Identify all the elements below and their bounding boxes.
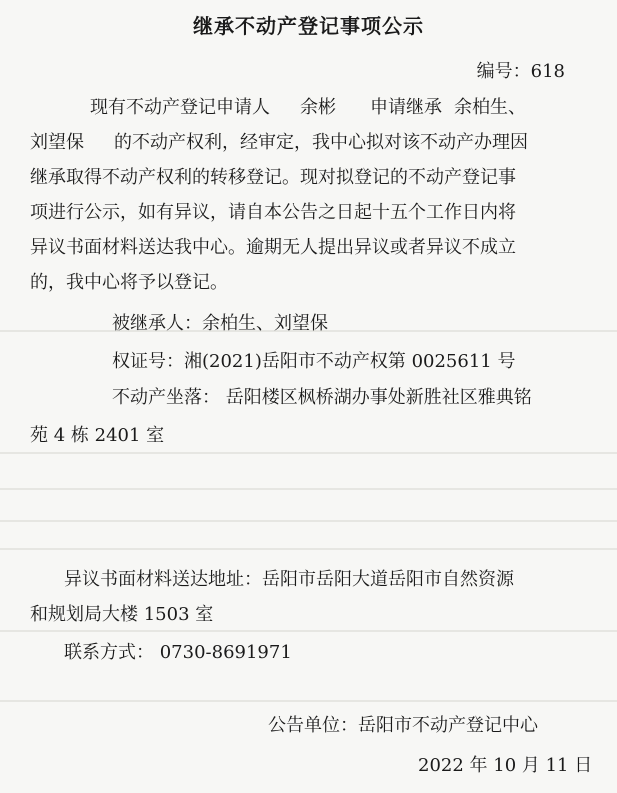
- body-text: 现有不动产登记申请人: [90, 97, 270, 118]
- certificate-field: 权证号：湘(2021)岳阳市不动产权第 0025611 号: [112, 351, 516, 372]
- bleed-through-line: [0, 488, 617, 490]
- bleed-through-line: [0, 548, 617, 550]
- bleed-through-line: [0, 452, 617, 454]
- body-line-1: [90, 96, 526, 120]
- location-field-cont: 苑 4 栋 2401 室: [30, 425, 165, 446]
- bleed-through-line: [0, 630, 617, 632]
- bleed-through-line: [0, 520, 617, 522]
- applicant-name: 余彬: [300, 97, 336, 118]
- body-line-6: 的，我中心将予以登记。: [30, 272, 228, 293]
- body-line-5: 异议书面材料送达我中心。逾期无人提出异议或者异议不成立: [30, 237, 516, 258]
- bleed-through-line: [0, 700, 617, 702]
- issuing-unit: 公告单位：岳阳市不动产登记中心: [268, 715, 538, 736]
- body-text: 申请继承: [370, 97, 442, 118]
- deceased-names: 刘望保: [30, 132, 84, 153]
- deceased-names: 余柏生、: [454, 97, 526, 118]
- body-line-4: 项进行公示，如有异议，请自本公告之日起十五个工作日内将: [30, 202, 516, 223]
- location-field: 不动产坐落： 岳阳楼区枫桥湖办事处新胜社区雅典铭: [112, 387, 532, 408]
- notice-title: 继承不动产登记事项公示: [193, 14, 424, 38]
- issue-date: 2022 年 10 月 11 日: [418, 755, 593, 776]
- contact-field: 联系方式： 0730-8691971: [64, 642, 292, 663]
- objection-address: 异议书面材料送达地址：岳阳市岳阳大道岳阳市自然资源: [64, 569, 514, 590]
- body-line-2: [30, 131, 528, 155]
- decedent-field: 被继承人：余柏生、刘望保: [112, 313, 328, 334]
- objection-address-cont: 和规划局大楼 1503 室: [30, 604, 214, 625]
- body-line-3: 继承取得不动产权利的转移登记。现对拟登记的不动产登记事: [30, 167, 516, 188]
- notice-number: 编号：618: [476, 61, 565, 82]
- body-text: 的不动产权利，经审定，我中心拟对该不动产办理因: [114, 132, 528, 153]
